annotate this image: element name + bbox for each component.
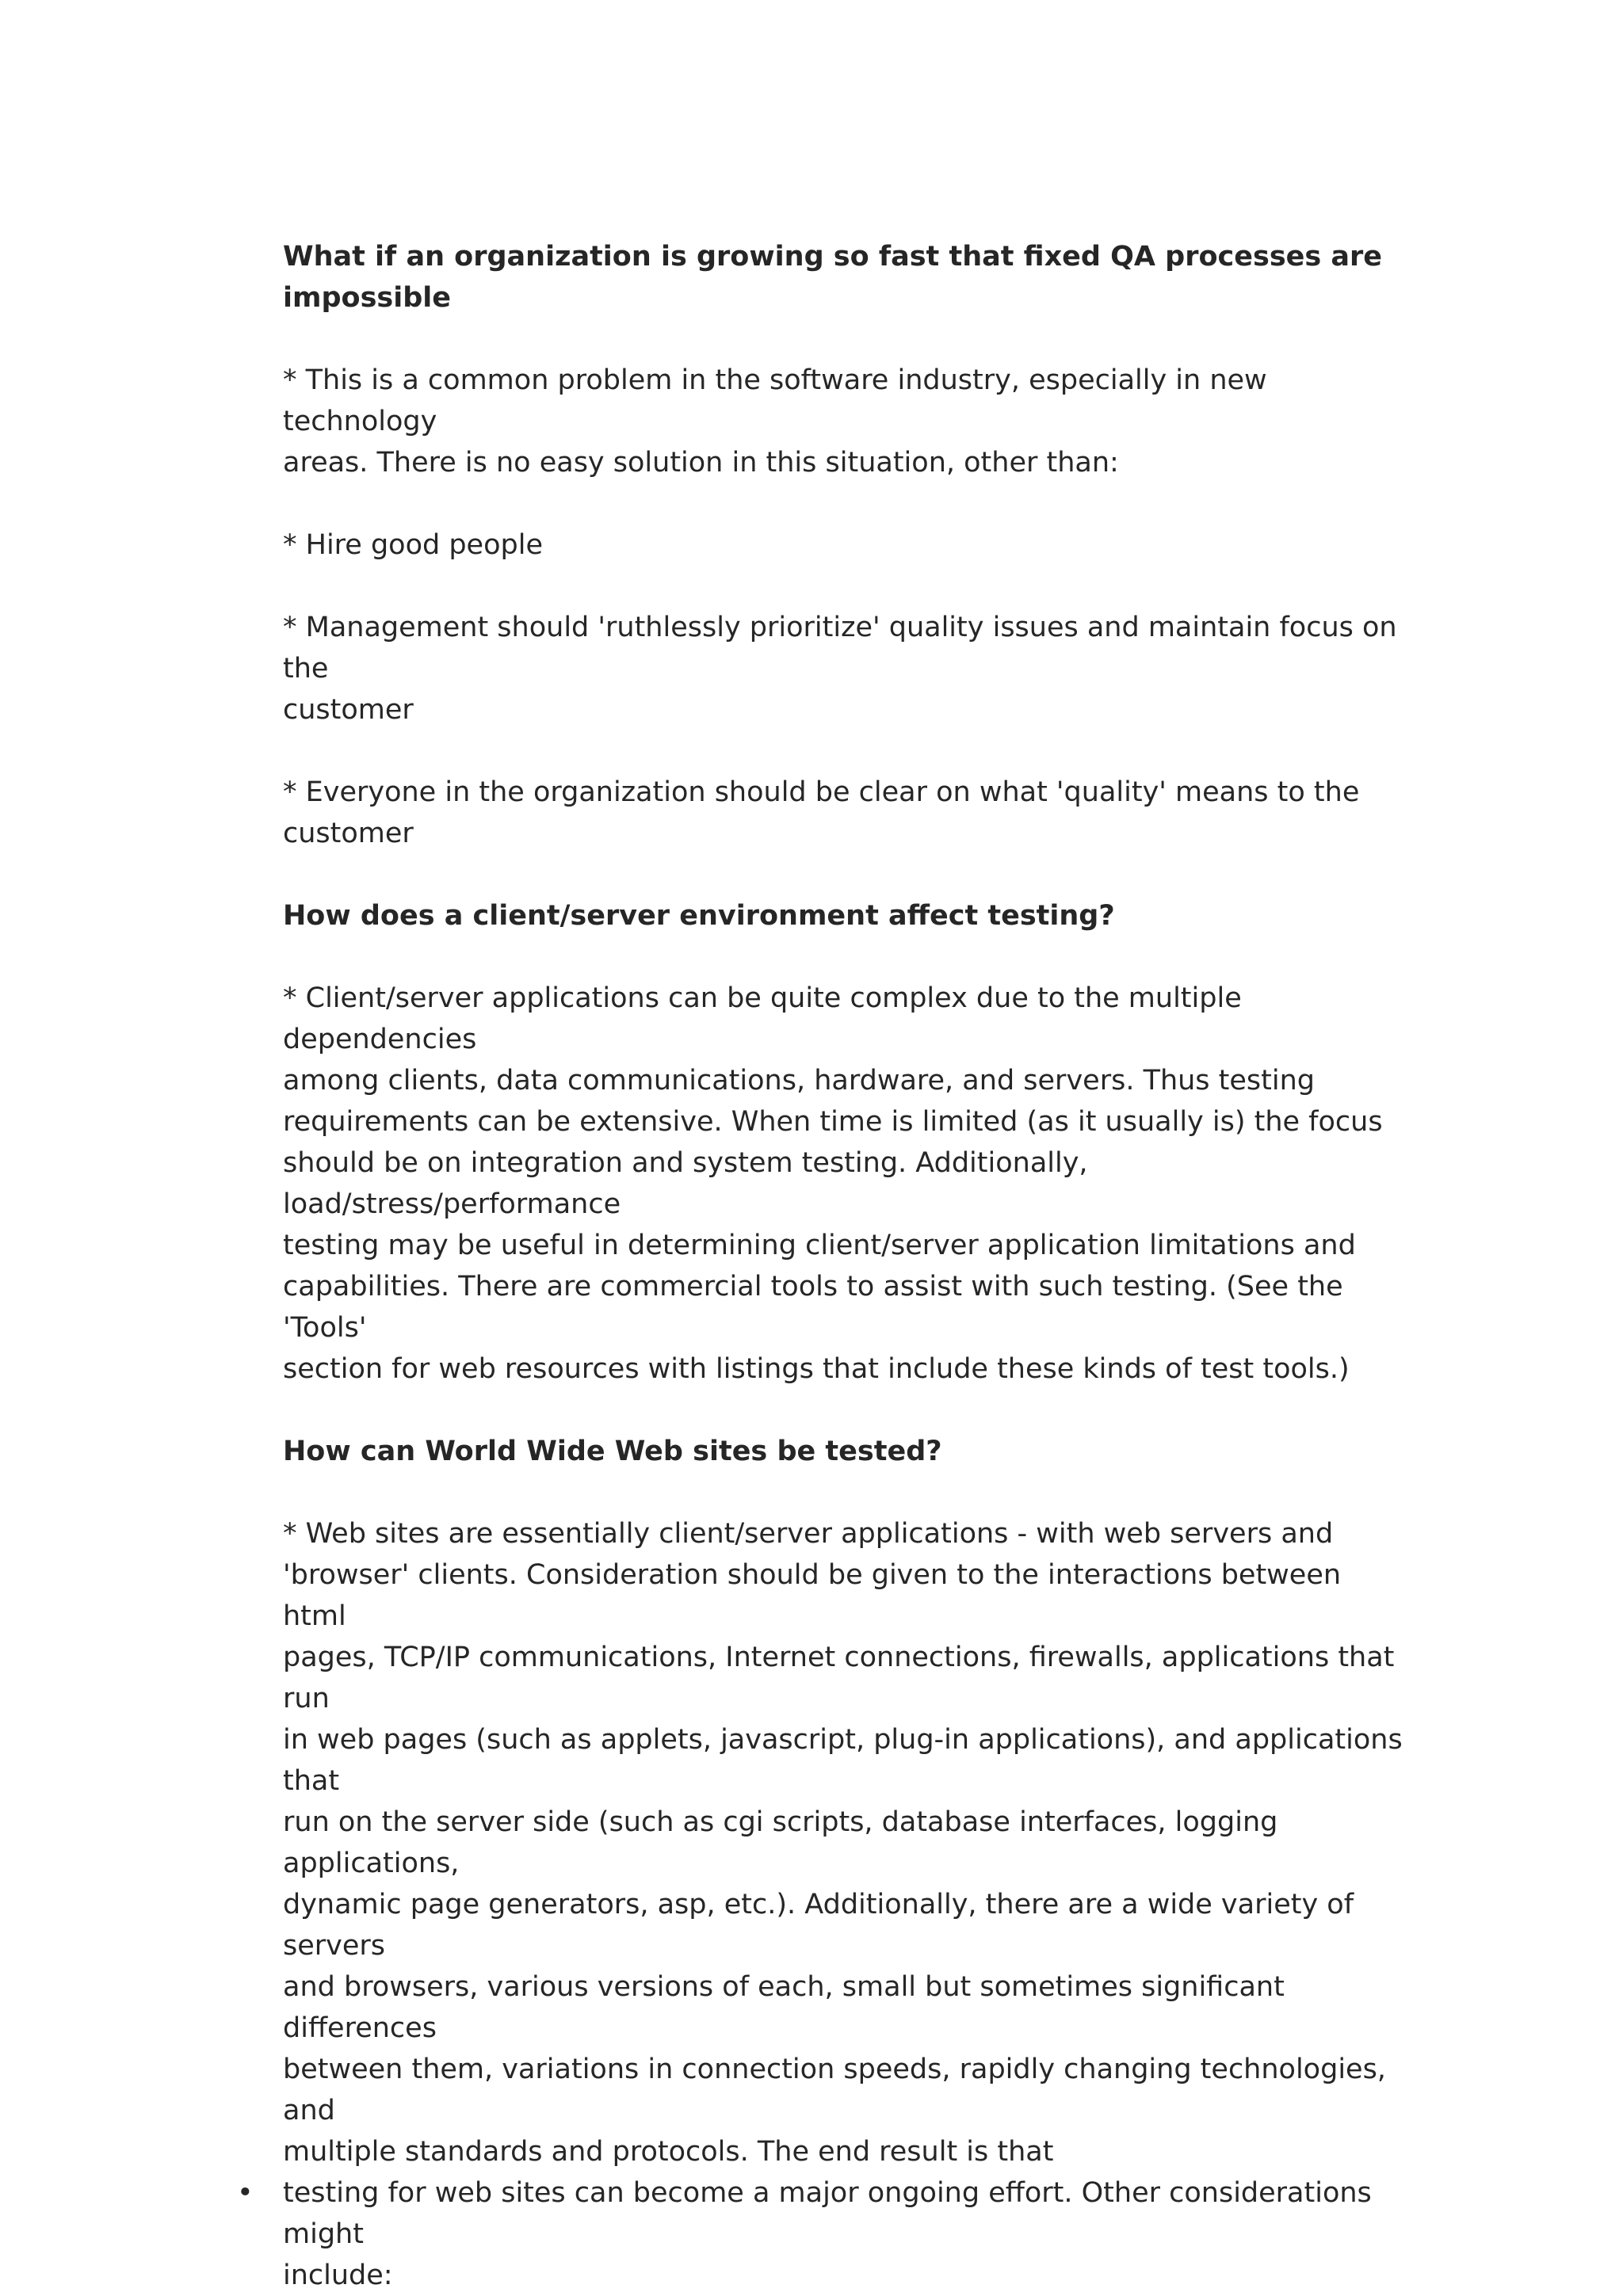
document-page [237, 236, 1408, 2296]
q3-paragraph-line9: multiple standards and protocols. The end result is that [283, 2136, 1054, 2168]
bullet-item-line1: testing for web sites can become a major ongoing effort. Other considerations might [283, 2177, 1372, 2250]
q2-paragraph-line3: requirements can be extensive. When time is limited (as it usually is) the focus [283, 1106, 1383, 1138]
q2-heading: How does a client/server environment affect testing? [283, 900, 1115, 932]
q1-paragraph-3-line1: * Management should 'ruthlessly prioritize' quality issues and maintain focus on the [283, 612, 1397, 685]
q3-paragraph-line4: in web pages (such as applets, javascript, plug-in applications), and applications that [283, 1724, 1403, 1797]
q2-paragraph-line1: * Client/server applications can be quite complex due to the multiple dependencies [283, 982, 1242, 1055]
q1-paragraph-3-line2: customer [283, 694, 414, 726]
spacer [283, 854, 1408, 895]
q2-paragraph-line6: capabilities. There are commercial tools to assist with such testing. (See the 'Tools' [283, 1271, 1343, 1344]
q3-paragraph-line2: 'browser' clients. Consideration should be given to the interactions between html [283, 1559, 1342, 1632]
bullet-icon: • [237, 2177, 254, 2209]
spacer [283, 318, 1408, 360]
spacer [283, 1390, 1408, 1431]
q2-paragraph-line7: section for web resources with listings that include these kinds of test tools.) [283, 1353, 1350, 1385]
q2-paragraph-line5: testing may be useful in determining client/server application limitations and [283, 1230, 1356, 1261]
bullet-list-item [237, 2172, 1408, 2296]
q3-paragraph-line8: between them, variations in connection speeds, rapidly changing technologies, and [283, 2054, 1386, 2126]
q3-paragraph-line3: pages, TCP/IP communications, Internet connections, firewalls, applications that run [283, 1642, 1395, 1714]
q3-paragraph-line1: * Web sites are essentially client/server applications - with web servers and [283, 1518, 1334, 1550]
spacer [283, 730, 1408, 772]
spacer [283, 936, 1408, 978]
q2-paragraph-line4: should be on integration and system testing. Additionally, load/stress/performance [283, 1147, 1088, 1220]
q1-paragraph-4-line1: * Everyone in the organization should be clear on what 'quality' means to the [283, 776, 1360, 808]
q1-paragraph-2: * Hire good people [283, 529, 543, 561]
spacer [283, 483, 1408, 524]
q1-paragraph-1-line1: * This is a common problem in the software industry, especially in new technology [283, 364, 1267, 437]
spacer [283, 566, 1408, 607]
q3-paragraph-line5: run on the server side (such as cgi scripts, database interfaces, logging applications, [283, 1806, 1278, 1879]
q2-paragraph-line2: among clients, data communications, hardware, and servers. Thus testing [283, 1065, 1316, 1097]
spacer [283, 1472, 1408, 1513]
q3-paragraph-line6: dynamic page generators, asp, etc.). Additionally, there are a wide variety of servers [283, 1889, 1354, 1962]
q1-paragraph-1-line2: areas. There is no easy solution in this situation, other than: [283, 447, 1119, 479]
q1-heading-line1: What if an organization is growing so fast that fixed QA processes are [283, 241, 1383, 273]
q3-paragraph-line7: and browsers, various versions of each, small but sometimes significant differences [283, 1971, 1285, 2044]
q1-heading-line2: impossible [283, 282, 452, 314]
q3-heading: How can World Wide Web sites be tested? [283, 1436, 942, 1467]
bullet-item-line2: include: [283, 2260, 393, 2291]
q1-paragraph-4-line2: customer [283, 818, 414, 849]
